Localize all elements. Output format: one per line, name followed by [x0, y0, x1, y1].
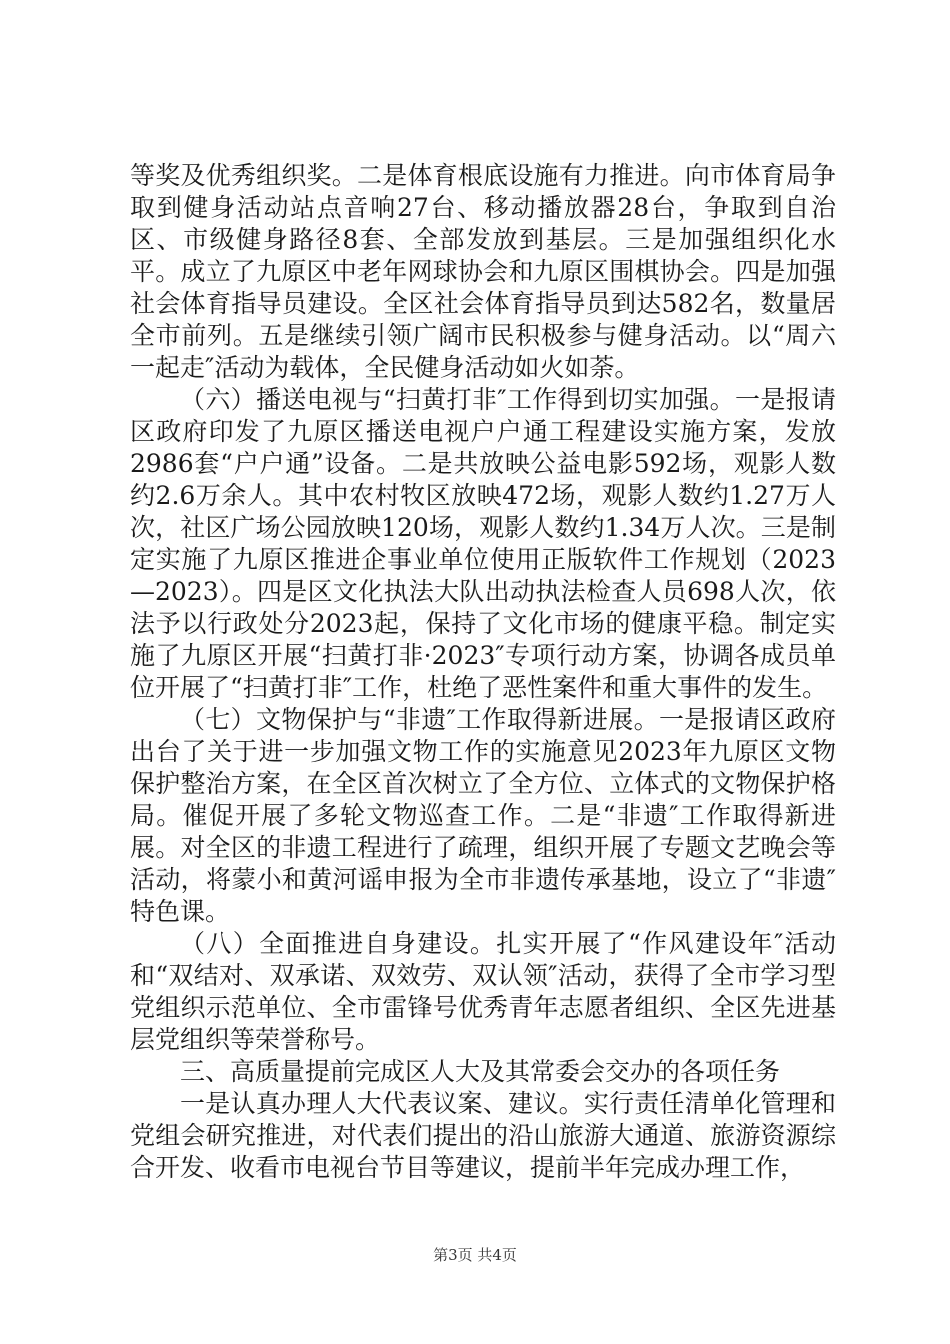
- paragraph-sports: 等奖及优秀组织奖。二是体育根底设施有力推进。向市体育局争取到健身活动站点音响27台、移动播放器28台，争取到自治区、市级健身路径8套、全部发放到基层。三是加强组织化水平。成立了九原区中老年网球协会和九原区围棋协会。四是加强社会体育指导员建设。全区社会体育指导员到达582名，数量居全市前列。五是继续引领广阔市民积极参与健身活动。以“周六一起走″活动为载体，全民健身活动如火如荼。: [130, 161, 836, 382]
- paragraph-npc-proposals: 一是认真办理人大代表议案、建议。实行责任清单化管理和党组会研究推进，对代表们提出的沿山旅游大通道、旅游资源综合开发、收看市电视台节目等建议，提前半年完成办理工作，: [130, 1089, 836, 1182]
- document-body: [130, 160, 836, 1184]
- paragraph-heritage: （七）文物保护与“非遗″工作取得新进展。一是报请区政府出台了关于进一步加强文物工作的实施意见2023年九原区文物保护整治方案，在全区首次树立了全方位、立体式的文物保护格局。催促开展了多轮文物巡查工作。二是“非遗″工作取得新进展。对全区的非遗工程进行了疏理，组织开展了专题文艺晚会等活动，将蒙小和黄河谣申报为全市非遗传承基地，设立了“非遗″特色课。: [130, 705, 836, 926]
- page-footer: 第3页 共4页: [433, 1246, 517, 1264]
- section-heading-three: 三、高质量提前完成区人大及其常委会交办的各项任务: [180, 1057, 781, 1086]
- paragraph-broadcast: （六）播送电视与“扫黄打非″工作得到切实加强。一是报请区政府印发了九原区播送电视户户通工程建设实施方案，发放2986套“户户通”设备。二是共放映公益电影592场，观影人数约2.6万余人。其中农村牧区放映472场，观影人数约1.27万人次，社区广场公园放映120场，观影人数约1.34万人次。三是制定实施了九原区推进企事业单位使用正版软件工作规划（2023—2023）。四是区文化执法大队出动执法检查人员698人次，依法予以行政处分2023起，保持了文化市场的健康平稳。制定实施了九原区开展“扫黄打非·2023″专项行动方案，协调各成员单位开展了“扫黄打非″工作，杜绝了恶性案件和重大事件的发生。: [130, 385, 836, 702]
- paragraph-self-construction: （八）全面推进自身建设。扎实开展了“作风建设年″活动和“双结对、双承诺、双效劳、双认领″活动，获得了全市学习型党组织示范单位、全市雷锋号优秀青年志愿者组织、全区先进基层党组织等荣誉称号。: [130, 929, 836, 1054]
